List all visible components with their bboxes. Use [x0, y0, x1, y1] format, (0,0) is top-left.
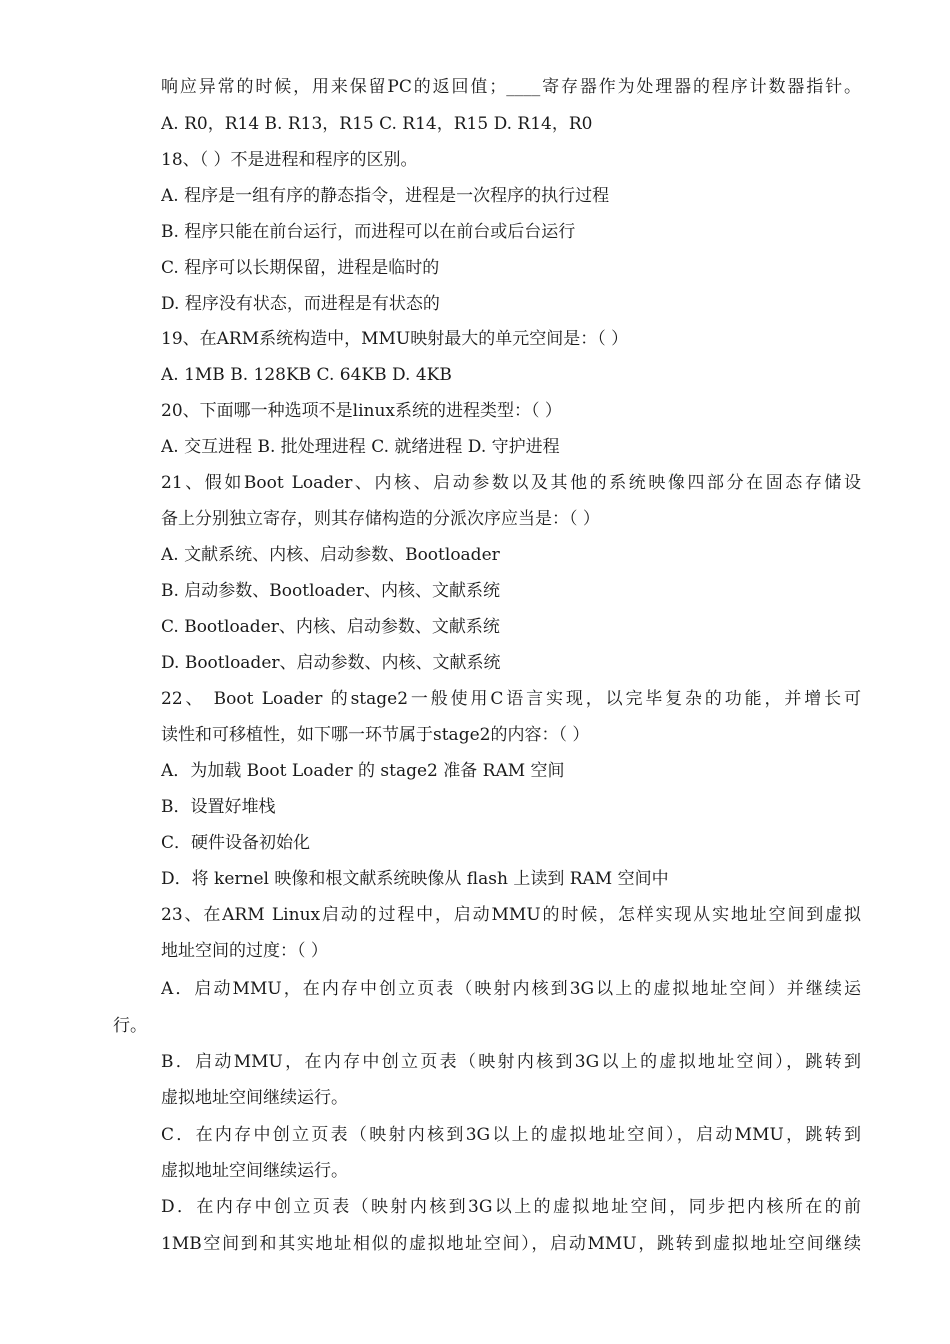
text-line-q18-a: A. 程序是一组有序的静态指令，进程是一次程序的执行过程 — [161, 186, 610, 206]
text-line-q22-c: C．硬件设备初始化 — [161, 833, 311, 853]
text-line-q17-options: A. R0，R14 B. R13，R15 C. R14，R15 D. R14，R0 — [161, 114, 593, 134]
text-line-q22: 22、 Boot Loader 的stage2一般使用C语言实现，以完毕复杂的功能，并增长可 — [161, 689, 861, 709]
text-line-q20: 20、下面哪一种选项不是linux系统的进程类型：（ ） — [161, 401, 562, 421]
text-line-q21-a: A. 文献系统、内核、启动参数、Bootloader — [161, 545, 500, 565]
text-line-q23-d-cont: 1MB空间到和其实地址相似的虚拟地址空间），启动MMU，跳转到虚拟地址空间继续 — [161, 1234, 861, 1254]
text-line-q18-c: C. 程序可以长期保留，进程是临时的 — [161, 258, 440, 278]
text-line-q23-a: A．启动MMU，在内存中创立页表（映射内核到3G以上的虚拟地址空间）并继续运 — [161, 979, 861, 999]
text-line-q22-d: D．将 kernel 映像和根文献系统映像从 flash 上读到 RAM 空间中 — [161, 869, 669, 889]
text-line-q23-d: D．在内存中创立页表（映射内核到3G以上的虚拟地址空间，同步把内核所在的前 — [161, 1197, 861, 1217]
text-line-q23-b: B．启动MMU，在内存中创立页表（映射内核到3G以上的虚拟地址空间），跳转到 — [161, 1052, 861, 1072]
text-line-q22-cont: 读性和可移植性，如下哪一环节属于stage2的内容：（ ） — [161, 725, 590, 745]
text-line-q22-b: B．设置好堆栈 — [161, 797, 276, 817]
text-line-q18-d: D. 程序没有状态，而进程是有状态的 — [161, 294, 440, 314]
text-line-q19: 19、在ARM系统构造中，MMU映射最大的单元空间是：（ ） — [161, 329, 629, 349]
text-line-q20-options: A. 交互进程 B. 批处理进程 C. 就绪进程 D. 守护进程 — [161, 437, 560, 457]
text-line-q21: 21、假如Boot Loader、内核、启动参数以及其他的系统映像四部分在固态存储设 — [161, 473, 861, 493]
text-line-q23: 23、在ARM Linux启动的过程中，启动MMU的时候，怎样实现从实地址空间到虚拟 — [161, 905, 861, 925]
text-line-q23-c-cont: 虚拟地址空间继续运行。 — [161, 1161, 348, 1181]
text-line-q17-cont: 响应异常的时候，用来保留PC的返回值；____寄存器作为处理器的程序计数器指针。 — [161, 77, 861, 97]
text-line-q23-a-cont: 行。 — [113, 1016, 147, 1036]
text-line-q21-d: D. Bootloader、启动参数、内核、文献系统 — [161, 653, 501, 673]
text-line-q21-cont: 备上分别独立寄存，则其存储构造的分派次序应当是：（ ） — [161, 509, 600, 529]
text-line-q23-b-cont: 虚拟地址空间继续运行。 — [161, 1088, 348, 1108]
text-line-q23-c: C．在内存中创立页表（映射内核到3G以上的虚拟地址空间），启动MMU，跳转到 — [161, 1125, 861, 1145]
text-line-q19-options: A. 1MB B. 128KB C. 64KB D. 4KB — [161, 365, 452, 385]
text-line-q18-b: B. 程序只能在前台运行，而进程可以在前台或后台运行 — [161, 222, 576, 242]
text-line-q23-cont: 地址空间的过度：（ ） — [161, 941, 328, 961]
text-line-q22-a: A．为加载 Boot Loader 的 stage2 准备 RAM 空间 — [161, 761, 565, 781]
text-line-q21-b: B. 启动参数、Bootloader、内核、文献系统 — [161, 581, 500, 601]
text-line-q21-c: C. Bootloader、内核、启动参数、文献系统 — [161, 617, 500, 637]
text-line-q18: 18、（ ）不是进程和程序的区别。 — [161, 150, 418, 170]
